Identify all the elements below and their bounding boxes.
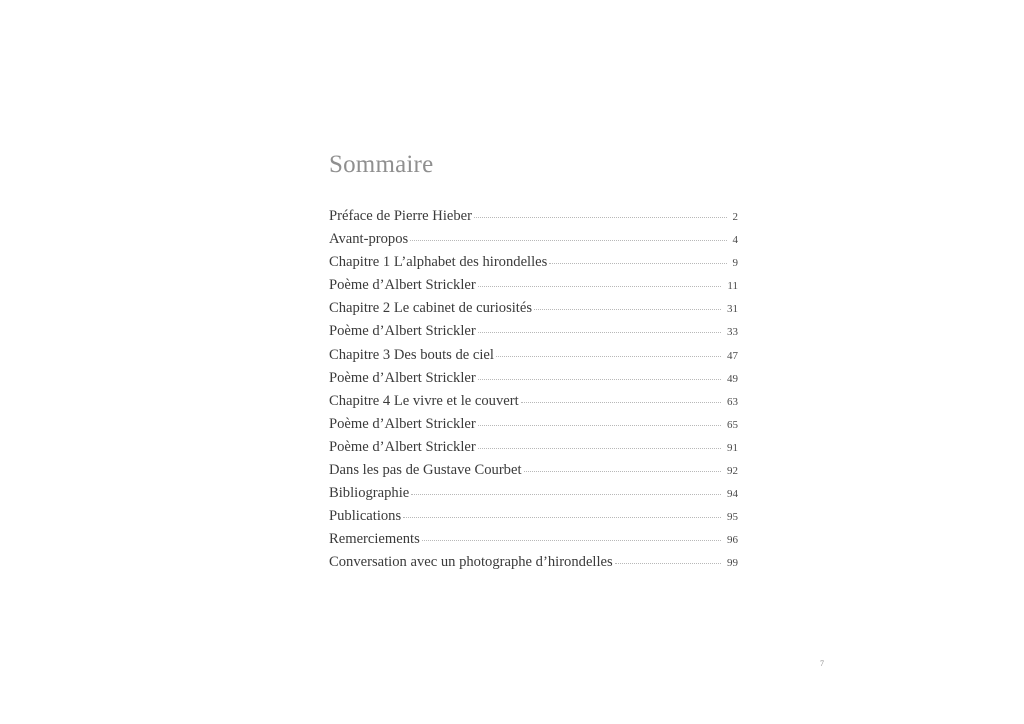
toc-entry xyxy=(329,274,738,297)
dot-leader xyxy=(478,425,721,426)
toc-entry-page-number: 96 xyxy=(727,534,738,547)
dot-leader xyxy=(549,263,726,264)
toc-entry xyxy=(329,551,738,574)
toc-entry-label: Préface de Pierre Hieber xyxy=(329,208,473,224)
toc-entry-label: Bibliographie xyxy=(329,485,410,502)
dot-leader xyxy=(403,517,721,518)
toc-entry xyxy=(329,505,738,528)
toc-entry-label: Remerciements xyxy=(329,531,420,548)
dot-leader xyxy=(534,309,721,310)
toc-entry xyxy=(329,251,738,274)
dot-leader xyxy=(615,563,721,564)
toc-entry xyxy=(329,390,738,413)
toc-entry xyxy=(329,228,738,251)
toc-entry-label: Dans les pas de Gustave Courbet xyxy=(329,462,522,479)
toc-entry-page-number: 47 xyxy=(727,349,738,362)
toc-entry-label: Chapitre 2 Le cabinet de curiosités xyxy=(329,300,533,317)
toc-entry-page-number: 99 xyxy=(727,557,738,570)
dot-leader xyxy=(411,494,721,495)
toc-entry xyxy=(329,320,738,343)
toc-entry xyxy=(329,297,738,320)
toc-entry-label: Poème d’Albert Strickler xyxy=(329,415,476,432)
dot-leader xyxy=(521,402,721,403)
dot-leader xyxy=(478,379,721,380)
toc-entry-page-number: 31 xyxy=(727,303,738,316)
toc-entry-page-number: 65 xyxy=(727,418,738,431)
toc-entry-page-number: 92 xyxy=(727,465,738,478)
dot-leader xyxy=(478,286,722,287)
toc-entry-page-number: 95 xyxy=(727,511,738,524)
toc-entry xyxy=(329,436,738,459)
toc-entry xyxy=(329,482,738,505)
toc-entry-page-number: 63 xyxy=(727,395,738,408)
toc-entry-label: Poème d’Albert Strickler xyxy=(329,323,476,340)
dot-leader xyxy=(478,332,721,333)
toc-entry-label: Conversation avec un photographe d’hirondelles xyxy=(329,554,613,571)
toc-entry-page-number: 49 xyxy=(727,372,738,385)
dot-leader xyxy=(478,448,721,449)
toc-entry-page-number: 4 xyxy=(732,234,738,247)
table-of-contents xyxy=(329,205,738,575)
toc-entry xyxy=(329,344,738,367)
dot-leader xyxy=(524,471,721,472)
toc-entry-label: Chapitre 3 Des bouts de ciel xyxy=(329,346,494,363)
dot-leader xyxy=(422,540,721,541)
toc-entry xyxy=(329,367,738,390)
toc-entry xyxy=(329,413,738,436)
toc-entry-label: Publications xyxy=(329,508,402,525)
dot-leader xyxy=(410,240,726,241)
toc-entry-page-number: 9 xyxy=(732,257,738,270)
toc-entry-page-number: 11 xyxy=(727,280,738,293)
toc-entry-label: Chapitre 4 Le vivre et le couvert xyxy=(329,392,519,409)
toc-entry-page-number: 2 xyxy=(732,211,738,223)
dot-leader xyxy=(474,217,726,218)
toc-entry-label: Avant-propos xyxy=(329,231,409,248)
toc-entry xyxy=(329,528,738,551)
toc-entry-page-number: 94 xyxy=(727,488,738,501)
toc-entry-page-number: 91 xyxy=(727,441,738,454)
toc-entry-label: Poème d’Albert Strickler xyxy=(329,277,476,294)
toc-entry-label: Poème d’Albert Strickler xyxy=(329,438,476,455)
page-number: 7 xyxy=(820,659,824,668)
dot-leader xyxy=(496,356,721,357)
toc-entry xyxy=(329,459,738,482)
toc-entry xyxy=(329,205,738,228)
toc-entry-label: Chapitre 1 L’alphabet des hirondelles xyxy=(329,254,548,271)
toc-entry-label: Poème d’Albert Strickler xyxy=(329,369,476,386)
page-title: Sommaire xyxy=(329,151,434,178)
toc-entry-page-number: 33 xyxy=(727,326,738,339)
